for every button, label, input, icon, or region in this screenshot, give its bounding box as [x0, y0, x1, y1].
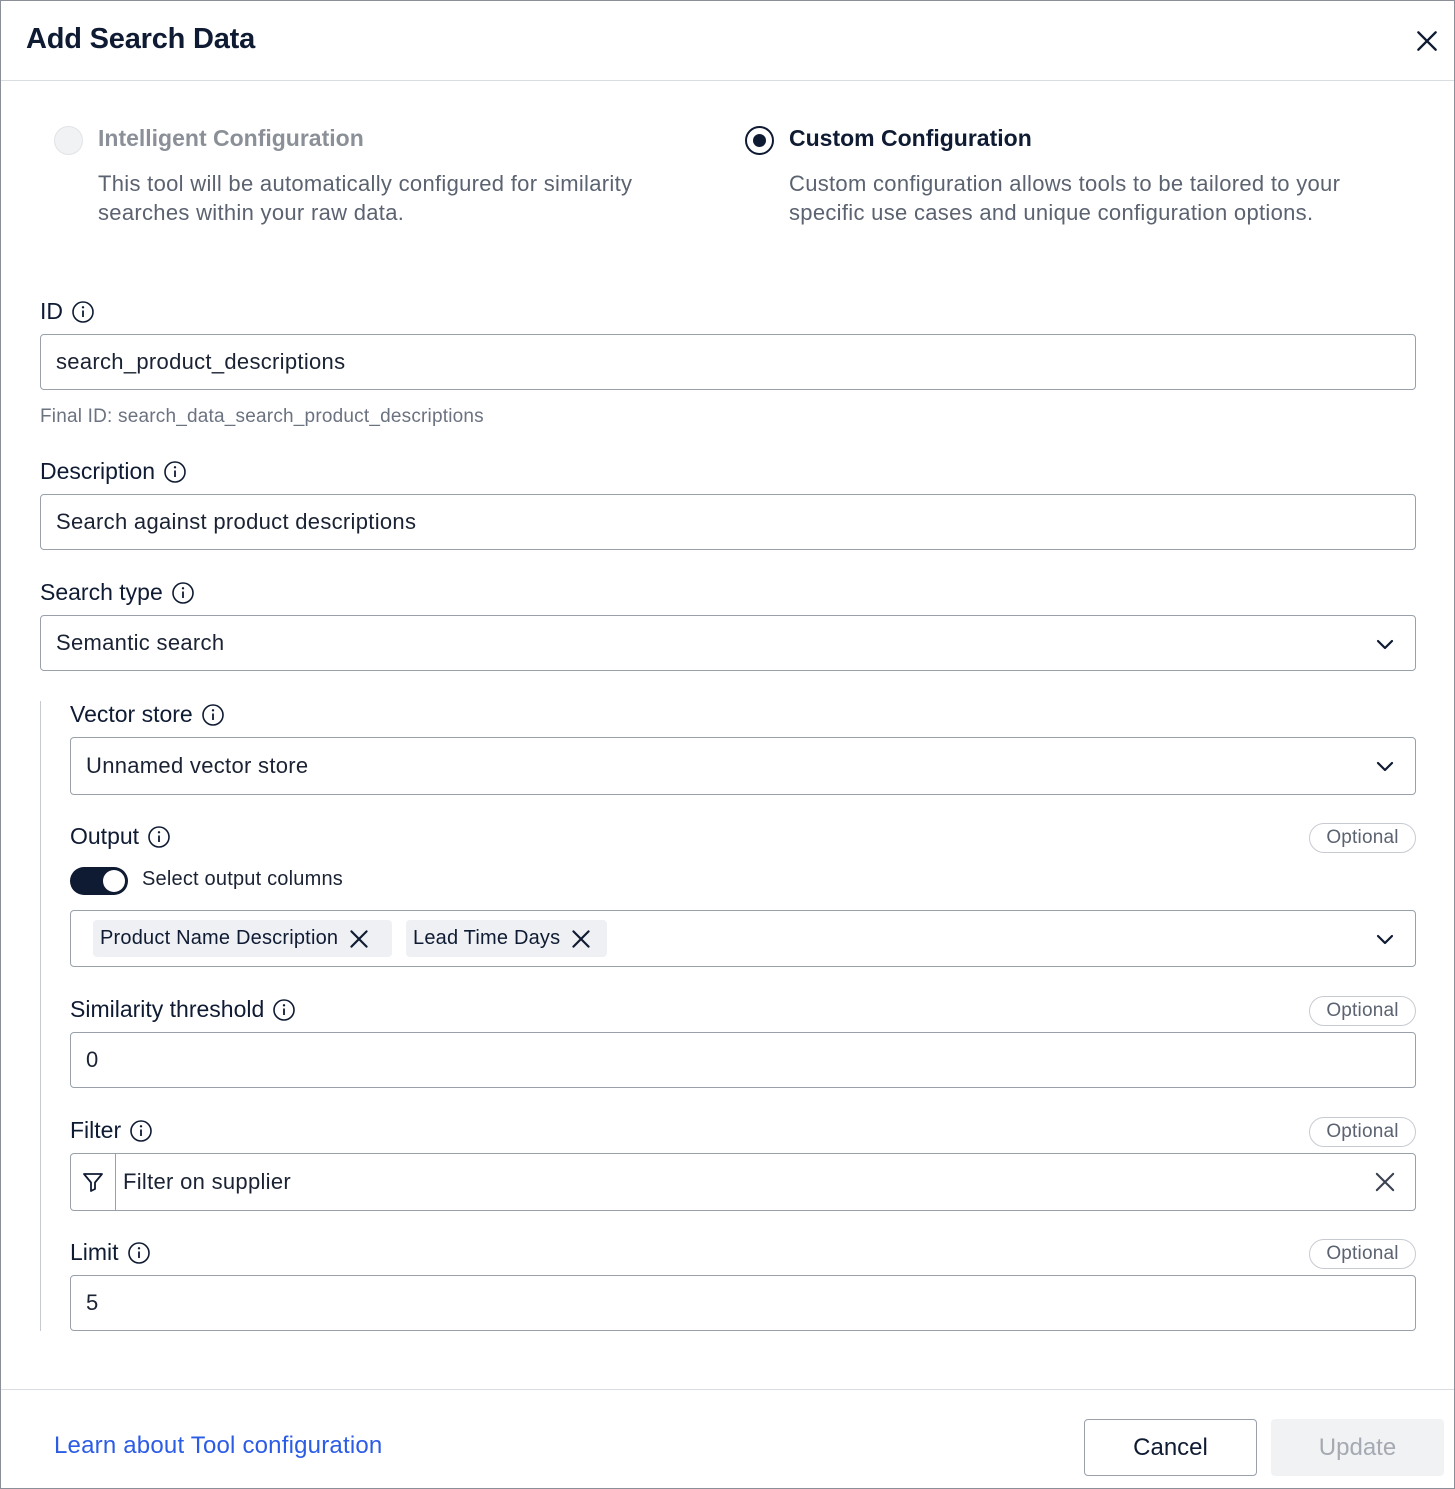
chevron-down-icon	[1373, 927, 1397, 951]
cancel-button[interactable]: Cancel	[1084, 1419, 1257, 1476]
description-label-row	[40, 458, 187, 485]
info-icon[interactable]	[147, 825, 171, 849]
close-button[interactable]	[1411, 25, 1443, 57]
info-icon[interactable]	[127, 1241, 151, 1265]
vector-store-value: Unnamed vector store	[86, 753, 309, 778]
search-type-label-row	[40, 579, 195, 606]
description-input-value: Search against product descriptions	[56, 509, 417, 534]
chip-label: Lead Time Days	[413, 927, 561, 949]
select-output-columns-toggle[interactable]	[70, 867, 128, 895]
id-input-value: search_product_descriptions	[56, 349, 346, 374]
vector-store-label: Vector store	[70, 701, 193, 727]
filter-input[interactable]	[70, 1153, 1416, 1211]
id-label: ID	[40, 298, 63, 324]
vector-store-label-row	[70, 701, 225, 728]
remove-chip-icon[interactable]	[346, 926, 372, 952]
optional-badge: Optional	[1309, 996, 1416, 1026]
final-id-hint: Final ID: search_data_search_product_descriptions	[40, 406, 484, 427]
similarity-threshold-label-row	[70, 996, 296, 1023]
dialog-title: Add Search Data	[26, 23, 256, 55]
optional-badge: Optional	[1309, 1117, 1416, 1147]
limit-label-row	[70, 1239, 151, 1266]
info-icon[interactable]	[171, 581, 195, 605]
search-type-select[interactable]	[40, 615, 1416, 671]
id-label-row	[40, 298, 95, 325]
custom-configuration-radio[interactable]	[745, 126, 774, 155]
filter-label: Filter	[70, 1117, 122, 1143]
optional-badge: Optional	[1309, 823, 1416, 853]
filter-icon	[81, 1170, 105, 1194]
search-type-label: Search type	[40, 579, 163, 605]
filter-icon-box	[71, 1154, 116, 1210]
info-icon[interactable]	[71, 300, 95, 324]
similarity-threshold-label: Similarity threshold	[70, 996, 265, 1022]
learn-tool-configuration-link[interactable]: Learn about Tool configuration	[54, 1432, 383, 1459]
id-input[interactable]	[40, 334, 1416, 390]
chevron-down-icon	[1373, 754, 1397, 778]
filter-label-row	[70, 1117, 153, 1144]
output-label: Output	[70, 823, 140, 849]
custom-configuration-title: Custom Configuration	[789, 125, 1032, 151]
chip-label: Product Name Description	[100, 927, 339, 949]
dialog-header	[1, 1, 1454, 81]
description-input[interactable]	[40, 494, 1416, 550]
limit-value: 5	[86, 1290, 99, 1315]
limit-label: Limit	[70, 1239, 119, 1265]
output-column-chip	[93, 920, 392, 957]
remove-chip-icon[interactable]	[568, 926, 594, 952]
output-column-chip	[406, 920, 607, 957]
update-button[interactable]: Update	[1271, 1419, 1444, 1476]
info-icon[interactable]	[163, 460, 187, 484]
custom-configuration-description: Custom configuration allows tools to be tailored to your specific use cases and unique configuration options.	[789, 171, 1341, 225]
nested-settings-divider	[40, 701, 41, 1331]
description-label: Description	[40, 458, 156, 484]
similarity-threshold-input[interactable]	[70, 1032, 1416, 1088]
intelligent-configuration-description: This tool will be automatically configured for similarity searches within your raw data.	[98, 171, 633, 225]
output-label-row	[70, 823, 171, 850]
clear-filter-icon[interactable]	[1371, 1168, 1399, 1196]
intelligent-configuration-radio[interactable]	[54, 126, 83, 155]
search-type-value: Semantic search	[56, 630, 225, 655]
info-icon[interactable]	[272, 998, 296, 1022]
intelligent-configuration-title: Intelligent Configuration	[98, 125, 364, 151]
info-icon[interactable]	[129, 1119, 153, 1143]
select-output-columns-label: Select output columns	[142, 868, 343, 890]
vector-store-select[interactable]	[70, 737, 1416, 795]
optional-badge: Optional	[1309, 1239, 1416, 1269]
similarity-threshold-value: 0	[86, 1047, 99, 1072]
limit-input[interactable]	[70, 1275, 1416, 1331]
close-icon	[1414, 28, 1440, 54]
info-icon[interactable]	[201, 703, 225, 727]
chevron-down-icon	[1373, 632, 1397, 656]
filter-value: Filter on supplier	[123, 1169, 292, 1194]
toggle-knob	[103, 870, 125, 892]
